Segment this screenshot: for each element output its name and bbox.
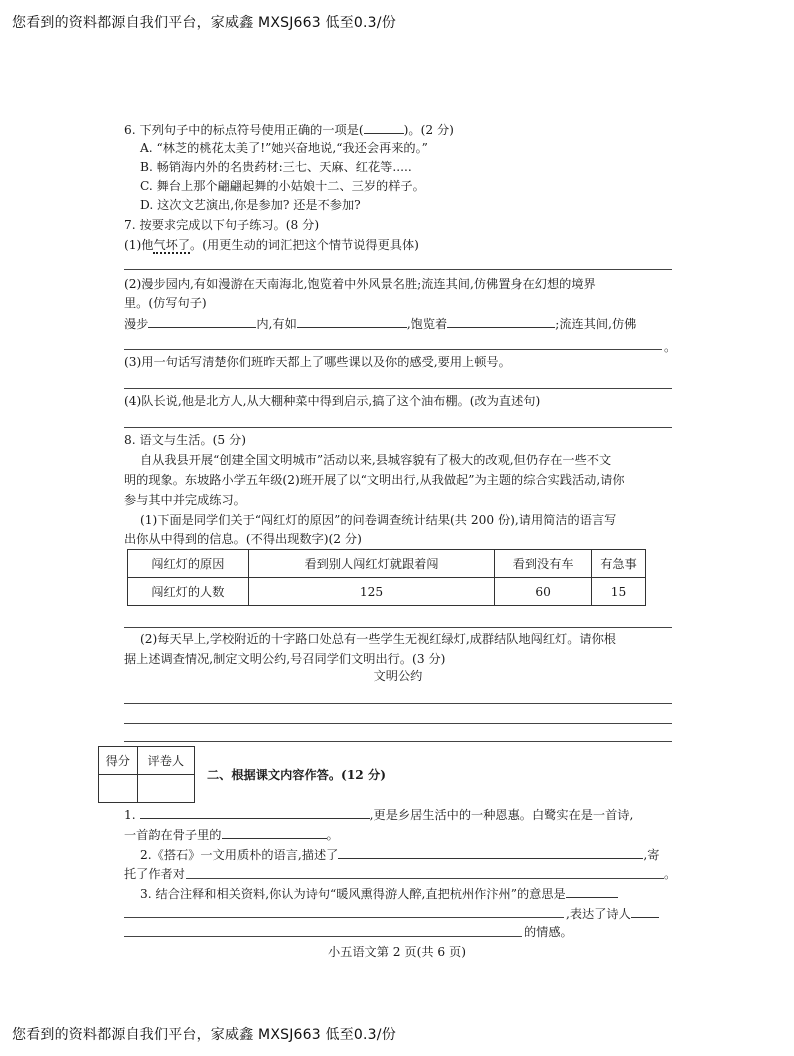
s2-q3-blank-4[interactable] [124,936,522,937]
q7-s3-answer-line[interactable] [124,388,672,389]
q7-s2-fill-a: 漫步 [124,317,149,331]
q7-s2-line2: 里。(仿写句子) [124,296,207,310]
q6-stem-start: 6. 下列句子中的标点符号使用正确的一项是( [124,123,364,137]
table-row [99,775,195,803]
watermark-bottom: 您看到的资料都源自我们平台，家威鑫 MXSJ663 低至0.3/份 [12,1027,396,1043]
page-footer: 小五语文第 2 页(共 6 页) [327,945,466,959]
convention-title: 文明公约 [373,669,423,683]
s2-q3-text-b [566,905,659,922]
table-row [128,578,646,606]
q6-option-d: D. 这次文艺演出,你是参加? 还是不参加? [140,198,361,212]
s2-q3-text-b-label: ,表达了诗人 [566,907,631,921]
table-row [99,747,195,775]
s2-q1-line1 [124,806,633,823]
convention-line-2[interactable] [124,723,672,724]
q8-intro-line3: 参与其中并完成练习。 [124,493,246,507]
s2-q2-end: 。 [664,867,677,881]
s2-q2-line1 [140,846,659,863]
q6-stem [124,121,454,138]
q7-s2-fill [124,315,636,332]
s2-q2-text-a: 2.《搭石》一文用质朴的语言,描述了 [140,848,339,862]
q7-s2-fill-d: ;流连其间,仿佛 [555,317,637,331]
q7-s4-answer-line[interactable] [124,427,672,428]
s2-q1-line2 [124,826,339,843]
q7-s2-blank-2[interactable] [297,315,407,328]
q6-stem-end: )。(2 分) [403,123,454,137]
s2-q3-text-a: 3. 结合注释和相关资料,你认为诗句“暖风熏得游人醉,直把杭州作汴州”的意思是 [140,887,566,901]
q6-option-c: C. 舞台上那个翩翩起舞的小姑娘十二、三岁的样子。 [140,179,425,193]
score-input[interactable] [99,775,138,803]
table-cell: 闯红灯的原因 [128,550,249,578]
s2-q1-text-a: ,更是乡居生活中的一种恩惠。白鹭实在是一首诗, [369,808,634,822]
q7-s3: (3)用一句话写清楚你们班昨天都上了哪些课以及你的感受,要用上顿号。 [124,355,511,369]
section2-title: 二、根据课文内容作答。(12 分) [207,768,386,782]
table-cell: 看到别人闯红灯就跟着闯 [248,550,495,578]
s2-q3-blank-2[interactable] [124,917,564,918]
s2-q3-blank-1[interactable] [566,885,618,898]
s2-q2-text-b: ,寄 [643,848,660,862]
q7-s1-answer-line[interactable] [124,269,672,270]
q7-s1-prefix: (1)他 [124,238,154,252]
s2-q1-num: 1. [124,808,136,822]
table-cell: 有急事 [592,550,646,578]
table-cell: 看到没有车 [495,550,592,578]
q7-s1-emphasis: 气坏了 [153,238,191,252]
q6-answer-blank[interactable] [364,121,404,134]
s2-q1-blank-2[interactable] [222,826,327,839]
table-row [128,550,646,578]
s2-q2-line2-label: 托了作者对 [124,867,185,881]
q8-p1-line2: 出你从中得到的信息。(不得出现数字)(2 分) [124,532,362,546]
q7-s2-end: 。 [664,340,677,354]
q7-s4: (4)队长说,他是北方人,从大棚种菜中得到启示,搞了这个油布棚。(改为直述句) [124,394,541,408]
survey-table [127,549,646,606]
score-label: 得分 [99,747,138,775]
table-cell: 闯红灯的人数 [128,578,249,606]
grader-label: 评卷人 [137,747,194,775]
q8-intro-line1: 自从我县开展“创建全国文明城市”活动以来,县城容貌有了极大的改观,但仍存在一些不文 [140,453,612,467]
q8-p2-line2: 据上述调查情况,制定文明公约,号召同学们文明出行。(3 分) [124,652,446,666]
s2-q2-blank-1[interactable] [338,846,643,859]
q8-p1-line1: (1)下面是同学们关于“闯红灯的原因”的问卷调查统计结果(共 200 份),请用简洁的语言写 [140,513,617,527]
s2-q1-text-b: 一首韵在骨子里的 [124,828,222,842]
q7-s1-suffix: 。(用更生动的词汇把这个情节说得更具体) [190,238,419,252]
s2-q3-text-c: 的情感。 [524,925,573,939]
q8-intro-line2: 明的现象。东坡路小学五年级(2)班开展了以“文明出行,从我做起”为主题的综合实践活动,请你 [124,473,625,487]
q7-s2-answer-line[interactable] [124,349,662,350]
s2-q1-end: 。 [326,828,339,842]
convention-line-3[interactable] [124,741,672,742]
q6-option-a: A. “林芝的桃花太美了!”她兴奋地说,“我还会再来的。” [140,141,428,155]
table-cell: 15 [592,578,646,606]
q7-s2-fill-b: 内,有如 [256,317,297,331]
q7-s2-blank-3[interactable] [447,315,555,328]
s2-q3-blank-3[interactable] [631,905,659,918]
score-box [98,746,195,803]
table-cell: 60 [495,578,592,606]
q7-s2-line1: (2)漫步园内,有如漫游在天南海北,饱览着中外风景名胜;流连其间,仿佛置身在幻想的境界 [124,277,596,291]
s2-q2-blank-2[interactable] [186,878,664,879]
q7-s2-fill-c: ,饱览着 [406,317,448,331]
watermark-top: 您看到的资料都源自我们平台，家威鑫 MXSJ663 低至0.3/份 [12,15,396,31]
grader-input[interactable] [137,775,194,803]
table-cell: 125 [248,578,495,606]
q7-stem: 7. 按要求完成以下句子练习。(8 分) [124,218,320,232]
q8-p1-answer-line[interactable] [124,627,672,628]
q7-s2-blank-1[interactable] [148,315,256,328]
s2-q3-line1 [140,885,618,902]
q8-stem: 8. 语文与生活。(5 分) [124,433,246,447]
convention-line-1[interactable] [124,703,672,704]
q8-p2-line1: (2)每天早上,学校附近的十字路口处总有一些学生无视红绿灯,成群结队地闯红灯。请你根 [140,632,616,646]
s2-q1-blank-1[interactable] [140,806,370,819]
q7-s1 [124,237,419,253]
q6-option-b: B. 畅销海内外的名贵药材:三七、天麻、红花等..... [140,160,412,174]
